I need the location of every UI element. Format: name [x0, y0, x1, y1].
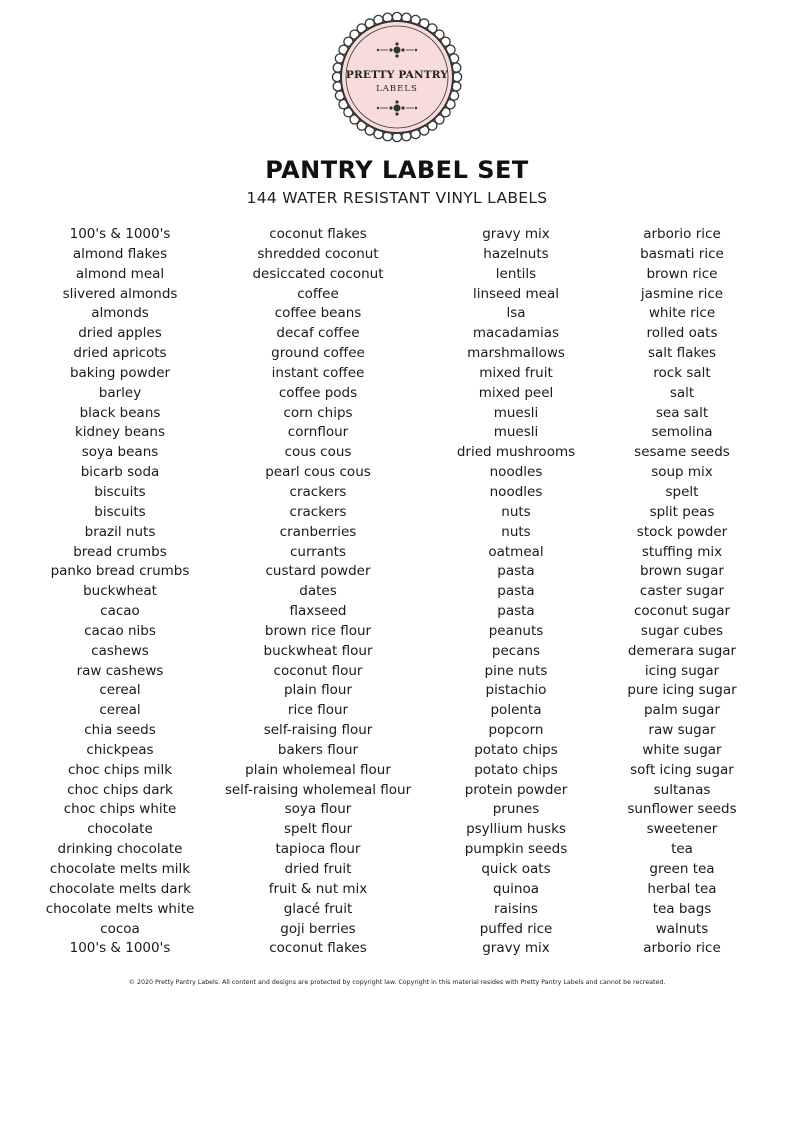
label-column-2 [223, 225, 413, 959]
label-item: dried fruit [284, 861, 352, 877]
label-item: pasta [497, 603, 535, 620]
label-item: rolled oats [646, 325, 718, 342]
label-item: cranberries [279, 523, 357, 540]
label-item: salt flakes [647, 345, 717, 362]
label-item: potato chips [474, 761, 558, 778]
label-item: plain wholemeal flour [245, 761, 391, 778]
label-item: semolina [651, 424, 713, 441]
label-item: hazelnuts [483, 245, 549, 262]
label-item: crackers [289, 503, 347, 520]
label-item: pumpkin seeds [464, 841, 568, 858]
copyright-notice: © 2020 Pretty Pantry Labels. All content and designs are protected by copyright law. Copyright in this material resides with Pretty Pantry Labels and cannot be recreated. [128, 979, 666, 986]
label-item: almond meal [75, 265, 165, 282]
label-item: basmati rice [640, 245, 724, 262]
label-item: shredded coconut [257, 245, 379, 262]
label-item: bicarb soda [80, 464, 160, 481]
label-item: goji berries [280, 920, 356, 937]
label-item: lsa [506, 305, 526, 322]
label-item: linseed meal [472, 285, 560, 302]
label-item: icing sugar [644, 662, 720, 679]
label-item: ground coffee [271, 345, 365, 362]
label-item: cashews [91, 642, 149, 659]
label-item: slivered almonds [62, 285, 178, 302]
label-item: choc chips white [63, 801, 177, 818]
label-item: crackers [289, 483, 347, 500]
label-item: brown sugar [640, 563, 724, 580]
label-item: tea [671, 841, 693, 858]
label-item: almond flakes [72, 245, 168, 262]
label-item: oatmeal [488, 543, 544, 560]
label-item: walnuts [655, 920, 709, 937]
label-item: polenta [490, 702, 542, 719]
label-item: chocolate melts dark [49, 880, 191, 897]
brand-logo [330, 10, 464, 144]
label-item: chia seeds [84, 722, 156, 739]
label-item: nuts [501, 523, 531, 540]
label-item: muesli [493, 424, 539, 441]
label-item: spelt [665, 483, 699, 500]
label-item: instant coffee [271, 364, 365, 381]
page-title: PANTRY LABEL SET [265, 156, 529, 184]
label-item: pure icing sugar [627, 682, 737, 699]
label-item: prunes [492, 801, 540, 818]
label-column-4 [587, 225, 777, 959]
label-item: cocoa [100, 920, 140, 937]
label-item: barley [98, 384, 142, 401]
label-item: popcorn [488, 722, 544, 739]
label-item: self-raising flour [263, 722, 373, 739]
label-item: psyllium husks [466, 821, 566, 838]
label-item: cereal [99, 702, 141, 719]
label-item: mixed fruit [479, 364, 553, 381]
label-item: raisins [494, 900, 538, 917]
label-column-1 [25, 225, 215, 959]
label-item: coconut flour [273, 662, 363, 679]
label-item: demerara sugar [627, 642, 737, 659]
label-item: quick oats [481, 861, 551, 877]
label-item: mixed peel [478, 384, 554, 401]
label-item: pasta [497, 583, 535, 600]
label-item: herbal tea [647, 880, 717, 897]
label-item: dates [299, 583, 337, 600]
label-item: split peas [649, 503, 715, 520]
label-item: biscuits [94, 503, 146, 520]
label-item: raw sugar [648, 722, 716, 739]
label-item: choc chips dark [67, 781, 173, 798]
label-item: drinking chocolate [57, 841, 183, 858]
label-item: baking powder [69, 364, 171, 381]
label-item: panko bread crumbs [50, 563, 190, 580]
label-item: dried apples [78, 325, 162, 342]
label-item: brazil nuts [84, 523, 156, 540]
label-item: peanuts [488, 622, 544, 639]
label-item: almonds [91, 305, 149, 322]
label-item: biscuits [94, 483, 146, 500]
label-item: chickpeas [86, 741, 154, 758]
label-item: coconut flakes [269, 940, 367, 957]
label-item: sultanas [653, 781, 711, 798]
label-item: coconut flakes [269, 226, 367, 242]
label-item: puffed rice [479, 920, 553, 937]
label-item: brown rice [646, 265, 718, 282]
label-item: kidney beans [74, 424, 166, 441]
label-item: green tea [649, 861, 715, 877]
label-item: brown rice flour [264, 622, 372, 639]
label-item: desiccated coconut [252, 265, 384, 282]
label-column-3 [421, 225, 611, 959]
label-item: 100's & 1000's [69, 940, 171, 957]
label-item: pistachio [485, 682, 547, 699]
label-item: marshmallows [467, 345, 565, 362]
label-item: palm sugar [643, 702, 721, 719]
label-item: tea bags [652, 900, 712, 917]
label-item: stock powder [636, 523, 728, 540]
label-item: noodles [489, 483, 543, 500]
label-item: soft icing sugar [630, 761, 734, 778]
label-item: gravy mix [482, 940, 550, 957]
label-item: white rice [648, 305, 716, 322]
label-item: chocolate [87, 821, 153, 838]
label-item: arborio rice [643, 940, 721, 957]
label-item: potato chips [474, 741, 558, 758]
label-item: buckwheat [83, 583, 157, 600]
label-item: self-raising wholemeal flour [224, 781, 412, 798]
label-item: sweetener [646, 821, 718, 838]
label-item: coconut sugar [633, 603, 731, 620]
label-item: soup mix [651, 464, 713, 481]
label-item: fruit & nut mix [268, 880, 368, 897]
label-item: pasta [497, 563, 535, 580]
brand-tagline: LABELS [376, 84, 418, 94]
brand-name: PRETTY PANTRY [345, 69, 449, 81]
label-item: tapioca flour [275, 841, 361, 858]
label-item: coffee pods [278, 384, 358, 401]
label-item: cereal [99, 682, 141, 699]
label-item: pine nuts [484, 662, 548, 679]
label-item: lentils [495, 265, 537, 282]
label-item: cacao nibs [84, 622, 156, 639]
label-item: cous cous [284, 444, 352, 461]
label-item: soya beans [81, 444, 159, 461]
label-item: quinoa [493, 880, 539, 897]
label-item: dried apricots [73, 345, 167, 362]
label-item: buckwheat flour [263, 642, 373, 659]
label-item: stuffing mix [641, 543, 723, 560]
label-item: muesli [493, 404, 539, 421]
label-item: coffee beans [274, 305, 362, 322]
label-item: flaxseed [289, 603, 347, 620]
label-item: spelt flour [283, 821, 353, 838]
label-item: nuts [501, 503, 531, 520]
label-item: soya flour [284, 801, 352, 818]
label-item: raw cashews [76, 662, 164, 679]
label-item: pearl cous cous [265, 464, 371, 481]
label-item: rice flour [287, 702, 349, 719]
label-item: jasmine rice [640, 285, 724, 302]
label-item: chocolate melts white [45, 900, 195, 917]
label-item: corn chips [283, 404, 353, 421]
label-item: sea salt [655, 404, 709, 421]
label-item: cornflour [287, 424, 349, 441]
label-item: currants [290, 543, 346, 560]
label-item: plain flour [283, 682, 353, 699]
label-item: macadamias [472, 325, 560, 342]
label-item: noodles [489, 464, 543, 481]
label-item: gravy mix [482, 226, 550, 242]
label-item: 100's & 1000's [69, 226, 171, 242]
label-item: white sugar [642, 741, 722, 758]
label-item: chocolate melts milk [49, 861, 191, 877]
label-list [0, 225, 794, 965]
label-item: sunflower seeds [627, 801, 737, 818]
label-item: custard powder [265, 563, 371, 580]
label-item: sesame seeds [634, 444, 730, 461]
label-item: black beans [79, 404, 161, 421]
label-item: caster sugar [639, 583, 725, 600]
label-item: coffee [297, 285, 339, 302]
label-item: dried mushrooms [456, 444, 576, 461]
label-item: protein powder [464, 781, 568, 798]
label-item: glacé fruit [283, 900, 353, 917]
label-item: salt [669, 384, 695, 401]
label-item: sugar cubes [640, 622, 724, 639]
label-item: rock salt [653, 364, 711, 381]
label-item: decaf coffee [276, 325, 360, 342]
label-item: cacao [100, 603, 140, 620]
label-item: bakers flour [277, 741, 359, 758]
label-item: choc chips milk [67, 761, 173, 778]
page-subtitle: 144 WATER RESISTANT VINYL LABELS [246, 189, 548, 207]
label-item: arborio rice [643, 226, 721, 242]
label-item: bread crumbs [73, 543, 167, 560]
label-item: pecans [491, 642, 541, 659]
